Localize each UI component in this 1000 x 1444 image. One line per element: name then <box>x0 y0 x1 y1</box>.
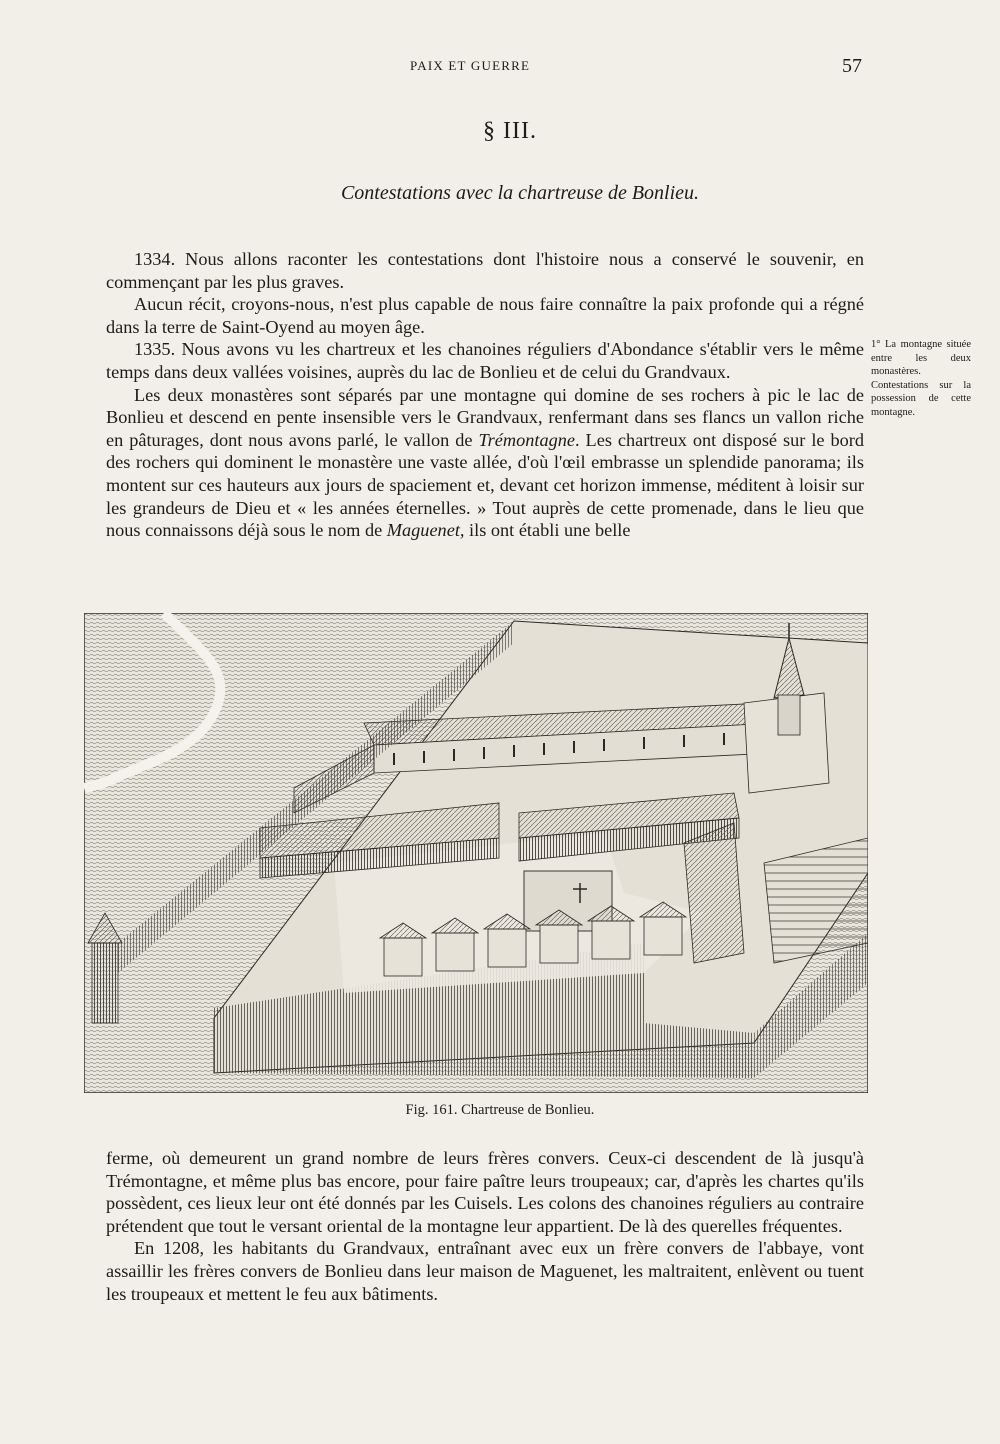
paragraph-1334: 1334. Nous allons raconter les contestations dont l'histoire nous a conservé le souvenir, en commençant par les plus graves. <box>106 249 864 292</box>
figure-caption: Fig. 161. Chartreuse de Bonlieu. <box>405 1102 595 1118</box>
page-number: 57 <box>842 55 862 77</box>
body-text-top <box>106 248 864 542</box>
text-run: ils ont établi une belle <box>464 520 631 541</box>
figure-engraving <box>84 613 868 1093</box>
place-name-maguenet: Maguenet, <box>386 520 465 541</box>
body-text-bottom <box>106 1147 864 1305</box>
text-run: Les deux monastères sont séparés par une montagne qui domine de ses rochers à pic le lac de Bonlieu et descend en pente insensible vers le Grandvaux, renfermant dans ses flancs un vallon riche en pâturages, dont nous avons parlé, le vallon de <box>106 384 864 450</box>
text-run: . Les chartreux ont disposé sur le bord des rochers qui dominent le monastère une vaste allée, d'où l'œil embrasse un splendide panorama; ils montent sur ces hauteurs aux jours de spaciement et, devant cet horizon immense, méditent à loisir sur les grandeurs de Dieu et « les années éternelles. » Tout auprès de cette promenade, dans le lieu que nous connaissons déjà sous le nom de <box>106 429 864 541</box>
paragraph-1335: 1335. Nous avons vu les chartreux et les chanoines réguliers d'Abondance s'établir vers le même temps dans deux vallées voisines, auprès du lac de Bonlieu et de celui du Grandvaux. <box>106 339 864 382</box>
section-number: § III. <box>483 118 537 144</box>
paragraph-recit: Aucun récit, croyons-nous, n'est plus capable de nous faire connaître la paix profonde qui a régné dans la terre de Saint-Oyend au moyen âge. <box>106 294 864 337</box>
place-name-tremontagne: Trémontagne <box>478 429 575 450</box>
chartreuse-engraving-image <box>84 613 868 1093</box>
running-title: PAIX ET GUERRE <box>410 58 531 73</box>
running-head <box>0 55 1000 77</box>
paragraph-ferme: ferme, où demeurent un grand nombre de leurs frères convers. Ceux-ci descendent de là jusqu'à Trémontagne, et même plus bas encore, pour faire paître leurs troupeaux; car, d'après les chartes qu'ils possèdent, ces lieux leur ont été donnés par les Cuisels. Les colons des chanoines réguliers au contraire prétendent que tout le versant oriental de la montagne leur appartient. De là des querelles fréquentes. <box>106 1148 864 1236</box>
section-title: Contestations avec la chartreuse de Bonlieu. <box>340 182 700 204</box>
paragraph-monasteres <box>106 384 864 542</box>
margin-note: 1° La montagne située entre les deux monastères. Contestations sur la possession de cette montagne. <box>871 339 971 418</box>
paragraph-1208: En 1208, les habitants du Grandvaux, entraînant avec eux un frère convers de l'abbaye, vont assaillir les frères convers de Bonlieu dans leur maison de Maguenet, les maltraitent, enlèvent ou tuent les troupeaux et mettent le feu aux bâtiments. <box>106 1238 864 1304</box>
